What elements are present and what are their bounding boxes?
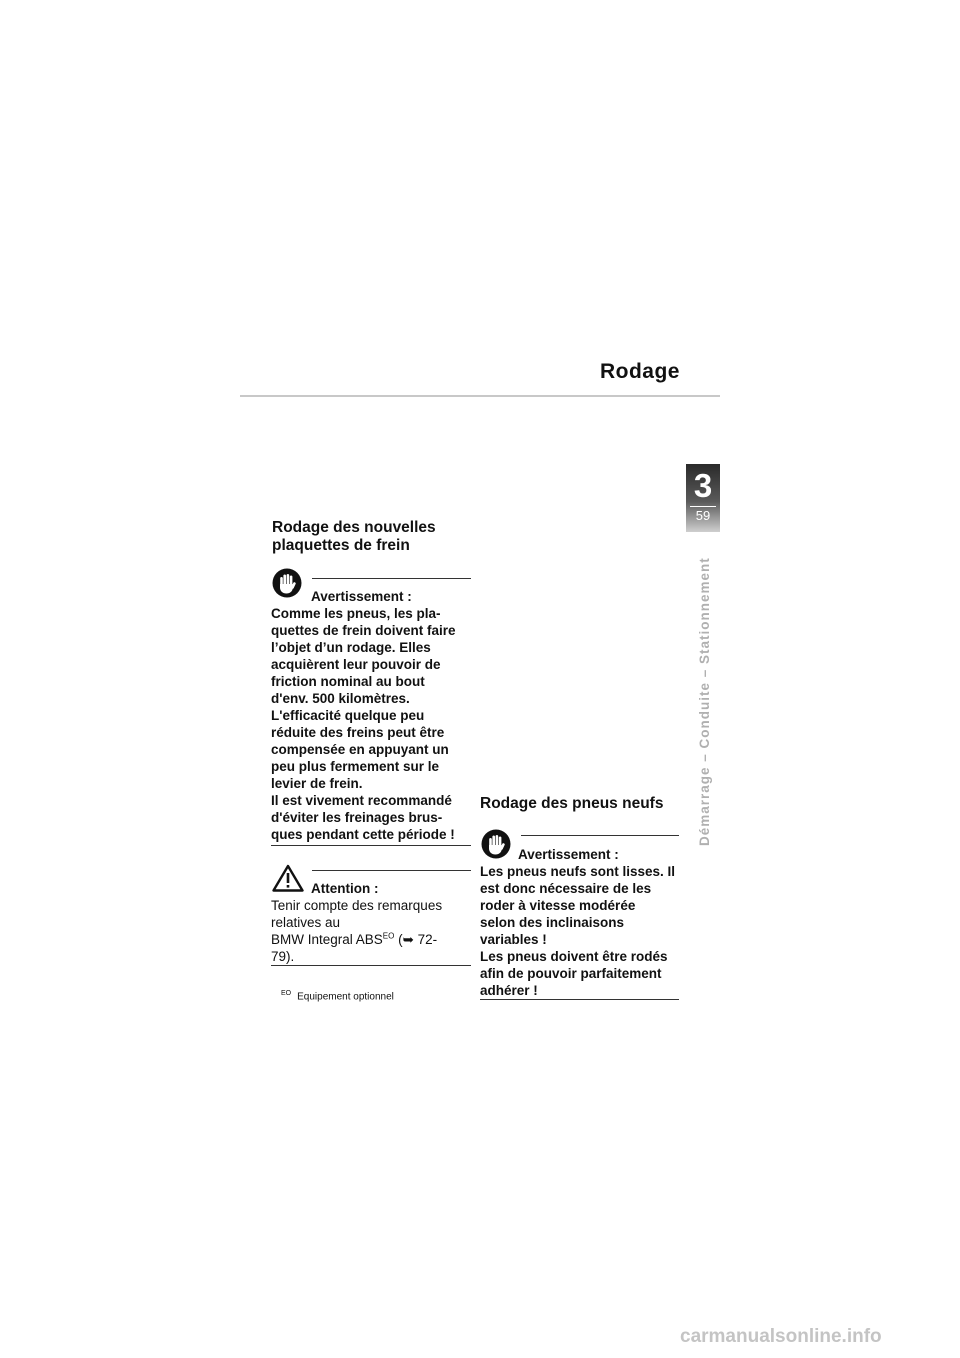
warning-line: quettes de frein doivent faire (271, 623, 456, 638)
section-heading-tyres: Rodage des pneus neufs (480, 795, 664, 812)
watermark: carmanualsonline.info (680, 1326, 882, 1347)
attention-text (271, 897, 442, 965)
warning-line: Les pneus doivent être rodés (480, 949, 668, 964)
footnote (281, 988, 394, 1003)
page-reference[interactable]: (➥ 72- (394, 932, 438, 947)
warning-line: L'efficacité quelque peu (271, 708, 425, 723)
attention-line-abs (271, 931, 442, 948)
attention-bottom-rule (271, 965, 471, 966)
warning-line: friction nominal au bout (271, 674, 425, 689)
warning-line: afin de pouvoir parfaitement (480, 966, 662, 981)
section-heading-line: Rodage des nouvelles (272, 519, 436, 536)
warning-line: variables ! (480, 932, 547, 947)
warning-line: réduite des freins peut être (271, 725, 445, 740)
footnote-text: Equipement optionnel (297, 991, 394, 1003)
warning-line: selon des inclinaisons (480, 915, 625, 930)
warning-line: levier de frein. (271, 776, 363, 791)
attention-label: Attention : (311, 881, 379, 896)
stop-hand-icon (272, 568, 302, 598)
warning-text-tyres (480, 863, 675, 999)
section-heading-line: plaquettes de frein (272, 537, 410, 554)
section-heading-brake-pads (272, 519, 436, 555)
warning-line: peu plus fermement sur le (271, 759, 440, 774)
warning-line: acquièrent leur pouvoir de (271, 657, 441, 672)
warning-line: compensée en appuyant un (271, 742, 449, 757)
chapter-number: 3 (693, 467, 713, 504)
attention-top-rule (312, 870, 471, 871)
footnote-marker: EO (281, 990, 292, 997)
attention-line: Tenir compte des remarques (271, 898, 443, 913)
warning-line: d'env. 500 kilomètres. (271, 691, 410, 706)
page-title: Rodage (599, 360, 680, 383)
warning-line: Les pneus neufs sont lisses. Il (480, 864, 676, 879)
warning-line: adhérer ! (480, 983, 538, 998)
attention-line: relatives au (271, 915, 341, 930)
warning-line: roder à vitesse modérée (480, 898, 636, 913)
attention-abs-text: BMW Integral ABS (271, 932, 383, 947)
warning-triangle-icon (272, 864, 304, 892)
warning-bottom-rule (480, 999, 679, 1000)
warning-line: Il est vivement recommandé (271, 793, 452, 808)
header-divider (240, 395, 720, 397)
warning-line: l’objet d’un rodage. Elles (271, 640, 431, 655)
warning-label: Avertissement : (311, 589, 412, 604)
warning-bottom-rule (271, 845, 471, 846)
stop-hand-icon (481, 829, 511, 859)
optional-equipment-marker: EO (382, 931, 395, 941)
warning-line: d'éviter les freinages brus- (271, 810, 443, 825)
chapter-side-label: Démarrage – Conduite – Stationnement (697, 557, 712, 846)
warning-line: ques pendant cette période ! (271, 827, 455, 842)
warning-line: est donc nécessaire de les (480, 881, 652, 896)
warning-top-rule (312, 578, 471, 579)
warning-top-rule (521, 835, 679, 836)
warning-text-brake-pads (271, 605, 456, 843)
chapter-tab-divider (690, 506, 716, 507)
attention-line: 79). (271, 949, 295, 964)
warning-line: Comme les pneus, les pla- (271, 606, 441, 621)
page-number: 59 (695, 508, 711, 523)
warning-label: Avertissement : (518, 847, 619, 862)
